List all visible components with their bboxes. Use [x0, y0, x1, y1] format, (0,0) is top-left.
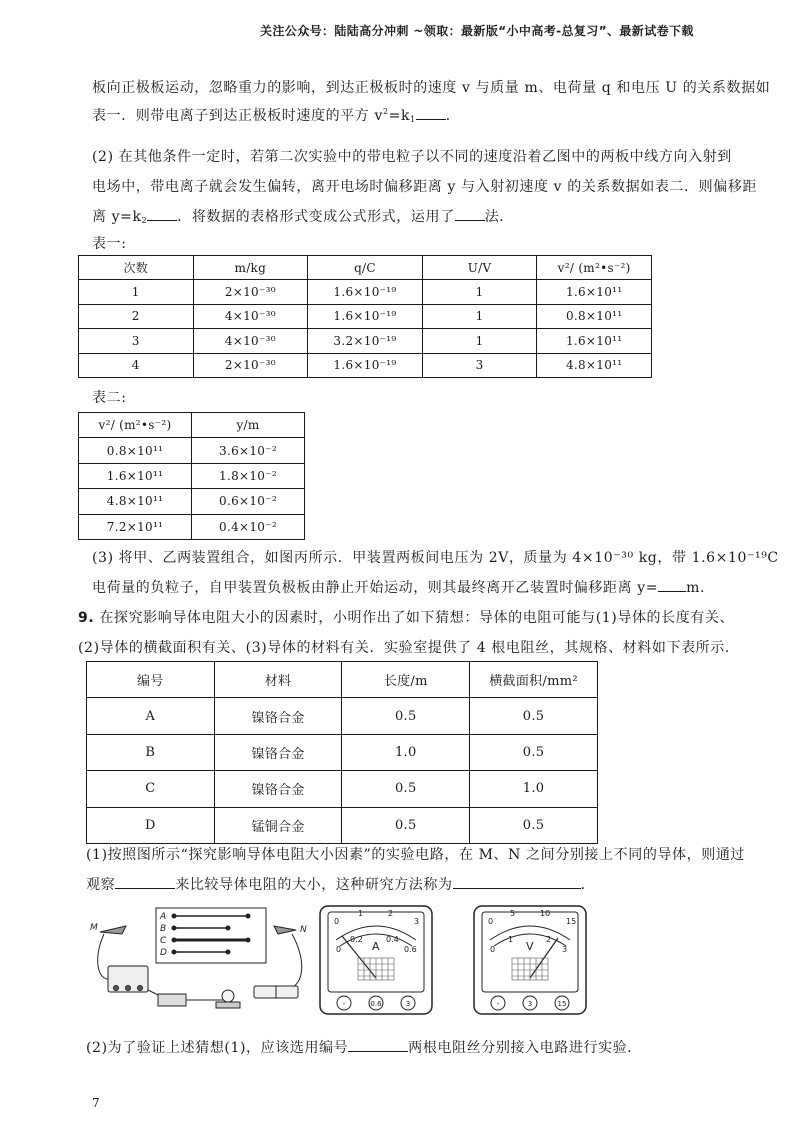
- part2-line-1: (2) 在其他条件一定时，若第二次实验中的带电粒子以不同的速度沿着乙图中的两板中线方向入射到: [92, 149, 732, 165]
- table-row: [79, 280, 652, 304]
- voltmeter: [474, 906, 586, 1014]
- table-cell: 2×10⁻³⁰: [193, 353, 308, 377]
- table-cell: 1: [422, 280, 537, 304]
- table-row: [79, 353, 652, 377]
- table-cell: 2×10⁻³⁰: [193, 280, 308, 304]
- table-header-row: [79, 413, 305, 438]
- table-header-cell: 横截面积/mm²: [470, 662, 598, 698]
- bulb-icon: [222, 990, 234, 1002]
- part2-line-2: 电场中，带电离子就会发生偏转，离开电场时偏移距离 y 与入射初速度 v 的关系数据如表二．则偏移距: [92, 179, 758, 195]
- ammeter-terminal-label: 0.6: [370, 1000, 382, 1008]
- table-header-cell: q/C: [308, 256, 423, 280]
- table-cell: 镍铬合金: [214, 771, 342, 807]
- q9-sub1-line-1: (1)按照图所示“探究影响导体电阻大小因素”的实验电路，在 M、N 之间分别接上不同的导体，则通过: [86, 847, 746, 863]
- table1-label: 表一:: [92, 236, 127, 252]
- table-cell: 0.4×10⁻²: [191, 514, 304, 539]
- label-m: M: [90, 923, 98, 933]
- voltmeter-terminal-label: 15: [557, 1000, 567, 1008]
- table-cell: C: [87, 771, 215, 807]
- ammeter-bottom-tick: 0.2: [350, 935, 363, 944]
- switch-icon: [158, 994, 186, 1006]
- label-a: A: [160, 912, 167, 922]
- table-cell: 1.6×10¹¹: [79, 463, 192, 488]
- table-cell: 1: [79, 280, 194, 304]
- page-header: 关注公众号：陆陆高分冲刺 ~领取：最新版“小中高考-总复习”、最新试卷下载: [260, 24, 694, 38]
- table-row: [79, 463, 305, 488]
- part3-line-2: 电荷量的负粒子，自甲装置负极板由静止开始运动，则其最终离开乙装置时偏移距离 y= m.: [92, 580, 706, 596]
- page-number: 7: [92, 1096, 100, 1110]
- table-cell: 1.0: [470, 771, 598, 807]
- table-cell: 1.6×10¹¹: [537, 329, 652, 353]
- clip-n-icon: [274, 926, 296, 934]
- label-b: B: [160, 924, 167, 934]
- label-n: N: [300, 925, 307, 935]
- ammeter-terminal-label: -: [342, 1000, 346, 1008]
- question-9: [78, 603, 740, 663]
- table-cell: 1.6×10¹¹: [537, 280, 652, 304]
- voltmeter-top-tick: 10: [540, 909, 551, 918]
- clip-m-icon: [100, 926, 126, 934]
- voltmeter-symbol: V: [526, 940, 534, 953]
- ammeter-bottom-tick: 0.6: [404, 945, 417, 954]
- table-cell: 2: [79, 304, 194, 328]
- table-cell: 0.8×10¹¹: [537, 304, 652, 328]
- table-header-cell: v²/ (m²•s⁻²): [79, 413, 192, 438]
- answer-blank[interactable]: [453, 875, 581, 889]
- table-cell: 4: [79, 353, 194, 377]
- voltmeter-bottom-tick: 3: [562, 945, 568, 954]
- voltmeter-bottom-tick: 0: [490, 945, 496, 954]
- table-cell: 1.0: [342, 734, 470, 770]
- table-cell: 3.2×10⁻¹⁹: [308, 329, 423, 353]
- q9-sub1: [86, 840, 746, 900]
- table-header-cell: 材料: [214, 662, 342, 698]
- table-row: [79, 514, 305, 539]
- q9-sub2-line-1: (2)为了验证上述猜想(1)，应该选用编号 两根电阻丝分别接入电路进行实验．: [86, 1040, 642, 1056]
- part3-line-1: (3) 将甲、乙两装置组合，如图丙所示．甲装置两板间电压为 2V，质量为 4×10⁻³⁰ kg，带 1.6×10⁻¹⁹C: [92, 550, 779, 566]
- answer-blank[interactable]: [658, 578, 686, 592]
- table-row: [87, 807, 598, 843]
- table-cell: 0.5: [342, 698, 470, 734]
- table-cell: 0.5: [342, 771, 470, 807]
- table-row: [79, 489, 305, 514]
- label-d: D: [160, 948, 167, 958]
- table-cell: 1.6×10⁻¹⁹: [308, 280, 423, 304]
- ammeter: [320, 906, 432, 1014]
- table-header-cell: 次数: [79, 256, 194, 280]
- q9-line-1: 9. 在探究影响导体电阻大小的因素时，小明作出了如下猜想：导体的电阻可能与(1)导体的长度有关、: [78, 610, 735, 626]
- experiment-figures: [78, 900, 718, 1025]
- answer-blank[interactable]: [416, 106, 446, 120]
- ammeter-bottom-tick: 0.4: [386, 935, 399, 944]
- table-header-cell: 长度/m: [342, 662, 470, 698]
- answer-blank[interactable]: [455, 207, 485, 221]
- q9-sub2: [86, 1036, 726, 1060]
- table2-label: 表二:: [92, 390, 127, 406]
- answer-blank[interactable]: [147, 207, 177, 221]
- part3-paragraph: [92, 543, 779, 603]
- voltmeter-bottom-tick: 1: [508, 935, 514, 944]
- ammeter-top-tick: 2: [388, 909, 394, 918]
- table-1: [78, 255, 652, 378]
- table-header-cell: m/kg: [193, 256, 308, 280]
- table-cell: 7.2×10¹¹: [79, 514, 192, 539]
- voltmeter-terminal-label: 3: [527, 1000, 533, 1008]
- intro-paragraph: [92, 76, 771, 132]
- table-cell: A: [87, 698, 215, 734]
- part2-line-3: 离 $y=k_2$ ．将数据的表格形式变成公式形式，运用了 法．: [92, 209, 514, 225]
- wire-right: [292, 934, 302, 988]
- voltmeter-top-tick: 0: [488, 917, 494, 926]
- table-cell: 0.8×10¹¹: [79, 438, 192, 463]
- circuit-diagram: [98, 908, 302, 1008]
- answer-blank[interactable]: [115, 875, 175, 889]
- intro-line-1: 板向正极板运动，忽略重力的影响，到达正极板时的速度 v 与质量 m、电荷量 q 和电压 U 的关系数据如: [92, 80, 771, 96]
- table-row: [87, 771, 598, 807]
- table-cell: 3.6×10⁻²: [191, 438, 304, 463]
- ammeter-top-tick: 0: [334, 917, 340, 926]
- table-cell: 镍铬合金: [214, 698, 342, 734]
- table-cell: 0.5: [342, 807, 470, 843]
- voltmeter-terminal-label: -: [496, 1000, 500, 1008]
- table-cell: 1: [422, 304, 537, 328]
- intro-line-2: 表一．则带电离子到达正极板时速度的平方 $v^2=k_1$ ．: [92, 107, 461, 124]
- table-cell: 0.5: [470, 698, 598, 734]
- table-cell: 镍铬合金: [214, 734, 342, 770]
- answer-blank[interactable]: [348, 1038, 408, 1052]
- table-cell: 3: [422, 353, 537, 377]
- table-cell: 1: [422, 329, 537, 353]
- ammeter-top-tick: 1: [358, 909, 364, 918]
- table-row: [79, 329, 652, 353]
- table-cell: 0.6×10⁻²: [191, 489, 304, 514]
- table-cell: 4.8×10¹¹: [79, 489, 192, 514]
- table-cell: 1.6×10⁻¹⁹: [308, 304, 423, 328]
- table-header-cell: U/V: [422, 256, 537, 280]
- table-cell: 4×10⁻³⁰: [193, 304, 308, 328]
- table-cell: 0.5: [470, 734, 598, 770]
- ammeter-terminal-label: 3: [405, 1000, 411, 1008]
- voltmeter-top-tick: 15: [566, 917, 577, 926]
- table-cell: 4×10⁻³⁰: [193, 329, 308, 353]
- ammeter-symbol: A: [372, 940, 380, 953]
- table-header-cell: y/m: [191, 413, 304, 438]
- table-cell: 3: [79, 329, 194, 353]
- q9-sub1-line-2: 观察 来比较导体电阻的大小，这种研究方法称为 ．: [86, 877, 596, 893]
- table-cell: B: [87, 734, 215, 770]
- table-cell: 0.5: [470, 807, 598, 843]
- table-3: [86, 661, 598, 844]
- table-header-cell: v²/ (m²•s⁻²): [537, 256, 652, 280]
- table-2: [78, 412, 305, 540]
- part2-paragraph: [92, 142, 758, 236]
- table-row: [79, 438, 305, 463]
- ammeter-bottom-tick: 0: [336, 945, 342, 954]
- table-row: [87, 698, 598, 734]
- table-cell: 1.8×10⁻²: [191, 463, 304, 488]
- table-header-row: [87, 662, 598, 698]
- label-c: C: [160, 936, 167, 946]
- table-row: [79, 304, 652, 328]
- q9-line-2: (2)导体的横截面积有关、(3)导体的材料有关．实验室提供了 4 根电阻丝，其规格、材料如下表所示．: [78, 640, 740, 656]
- table-cell: D: [87, 807, 215, 843]
- table-cell: 4.8×10¹¹: [537, 353, 652, 377]
- voltmeter-top-tick: 5: [510, 909, 516, 918]
- ammeter-top-tick: 3: [414, 917, 420, 926]
- table-row: [87, 734, 598, 770]
- table-header-row: [79, 256, 652, 280]
- voltmeter-bottom-tick: 2: [546, 935, 552, 944]
- table-cell: 锰铜合金: [214, 807, 342, 843]
- table-header-cell: 编号: [87, 662, 215, 698]
- question-number: 9.: [78, 610, 95, 626]
- table-cell: 1.6×10⁻¹⁹: [308, 353, 423, 377]
